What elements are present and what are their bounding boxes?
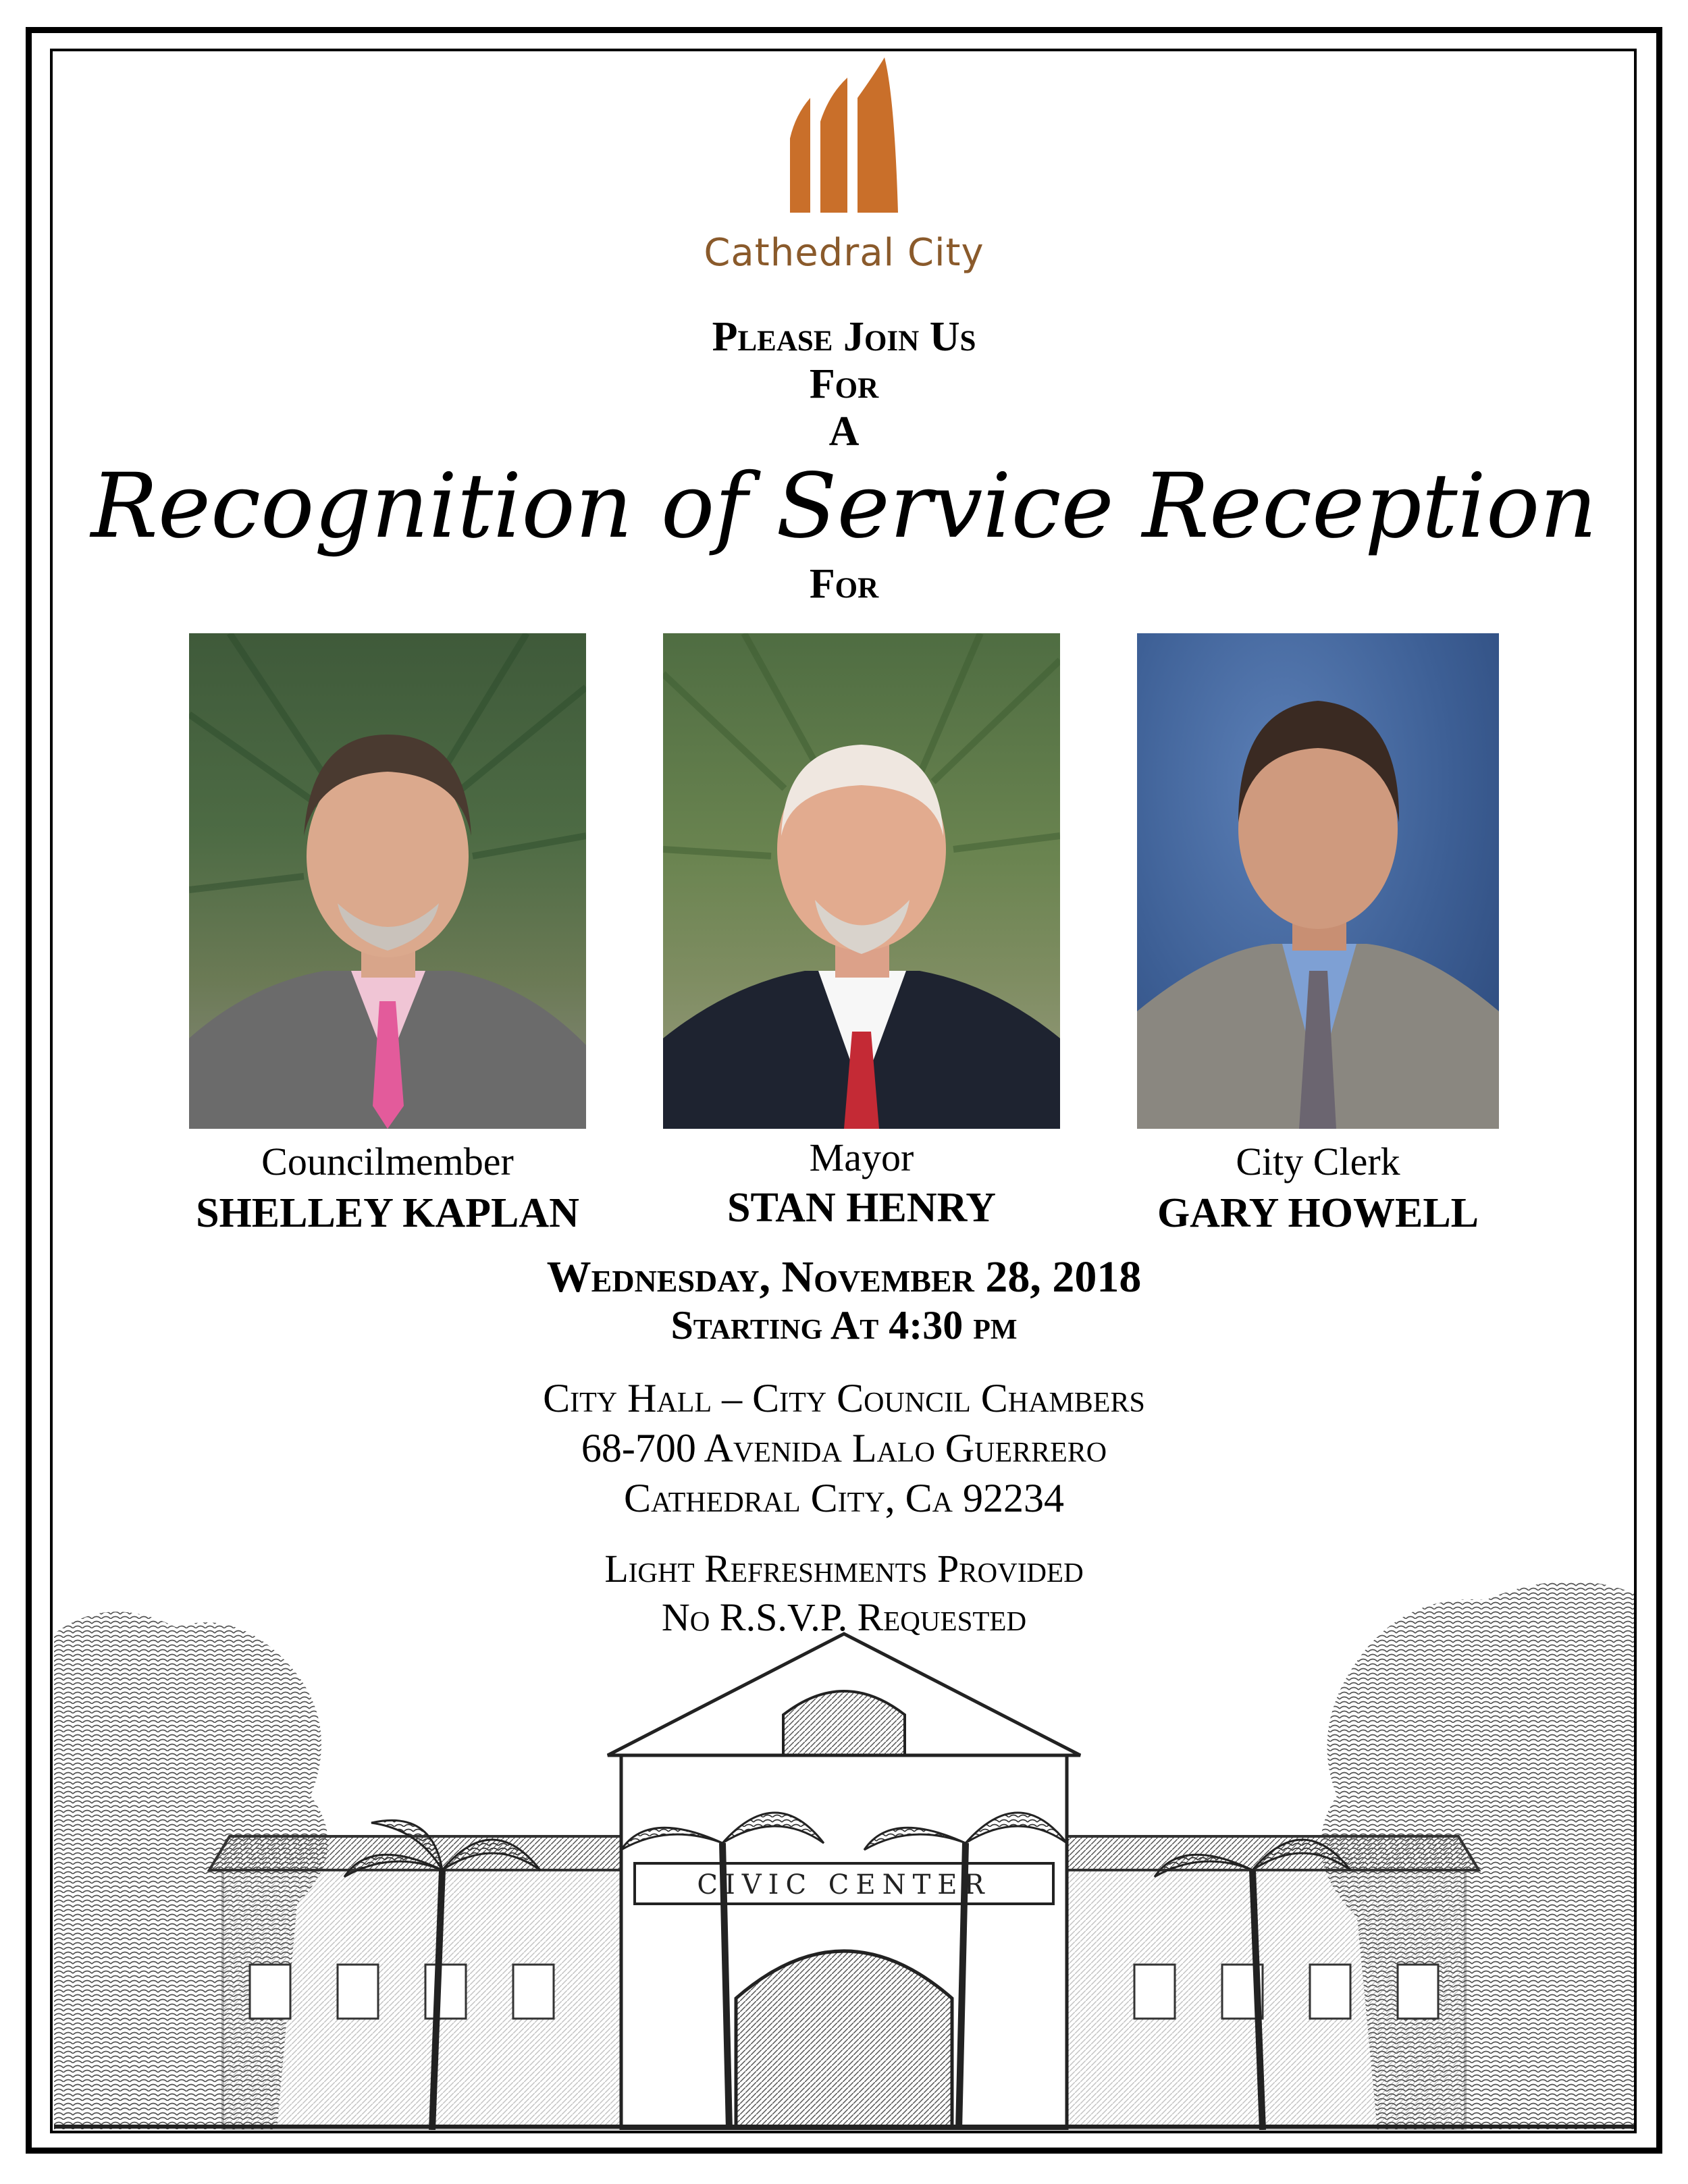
refreshments-note: Light Refreshments Provided xyxy=(604,1547,1084,1591)
invite-line-1: Please Join Us xyxy=(712,314,976,360)
honoree-name-1: SHELLEY KAPLAN xyxy=(196,1190,579,1236)
honoree-name-3: GARY HOWELL xyxy=(1157,1190,1479,1236)
photo-stan-henry xyxy=(663,633,1060,1129)
cathedral-city-logo-icon xyxy=(783,57,905,213)
event-title: Recognition of Service Reception xyxy=(90,454,1598,558)
honoree-role-3: City Clerk xyxy=(1236,1140,1400,1183)
rsvp-note: No R.S.V.P. Requested xyxy=(661,1595,1027,1639)
location-line-3: Cathedral City, Ca 92234 xyxy=(623,1476,1064,1520)
logo-text: Cathedral City xyxy=(704,231,984,275)
event-date: Wednesday, November 28, 2018 xyxy=(546,1252,1142,1302)
civic-center-sign: CIVIC CENTER xyxy=(697,1869,991,1900)
invite-line-4: For xyxy=(809,561,879,607)
photo-gary-howell xyxy=(1137,633,1499,1129)
honoree-name-2: STAN HENRY xyxy=(727,1185,996,1231)
honoree-role-1: Councilmember xyxy=(261,1140,514,1183)
invite-line-3: A xyxy=(828,408,860,454)
photo-shelley-kaplan xyxy=(189,633,586,1129)
location-line-1: City Hall – City Council Chambers xyxy=(543,1376,1145,1420)
event-time: Starting At 4:30 pm xyxy=(670,1303,1018,1348)
location-line-2: 68-700 Avenida Lalo Guerrero xyxy=(581,1426,1107,1470)
honoree-role-2: Mayor xyxy=(809,1136,914,1179)
invite-line-2: For xyxy=(809,361,879,407)
